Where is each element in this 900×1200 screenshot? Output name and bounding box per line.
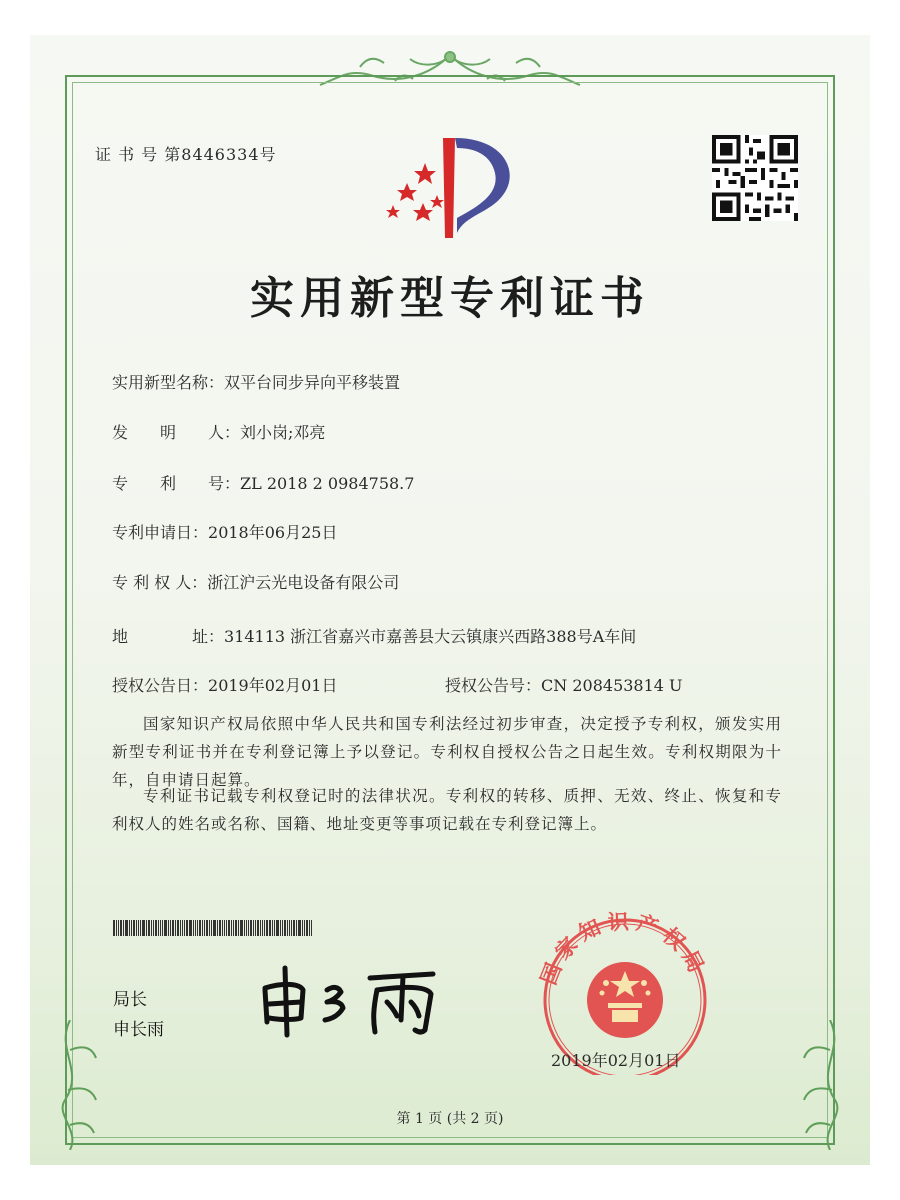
barcode-bar (186, 920, 188, 936)
patent-office-logo-icon (385, 133, 525, 243)
barcode-bar (219, 920, 221, 936)
barcode-bar (120, 920, 122, 936)
barcode (113, 920, 353, 936)
barcode-bar (155, 920, 157, 936)
barcode-bar (153, 920, 154, 936)
utility-model-name-label: 实用新型名称： (112, 373, 225, 392)
barcode-bar (213, 920, 216, 936)
barcode-bar (253, 920, 254, 936)
barcode-bar (170, 920, 171, 936)
barcode-bar (222, 920, 223, 936)
body-paragraph-1: 国家知识产权局依照中华人民共和国专利法经过初步审查，决定授予专利权，颁发实用新型专利证书并在专利登记簿上予以登记。专利权自授权公告之日起生效。专利权期限为十年，自申请日起算。 (112, 715, 782, 789)
barcode-bar (226, 920, 227, 936)
barcode-bar (118, 920, 119, 936)
barcode-bar (162, 920, 163, 936)
barcode-bar (266, 920, 268, 936)
barcode-bar (184, 920, 185, 936)
qr-code-icon (712, 135, 798, 221)
barcode-bar (233, 920, 234, 936)
barcode-bar (151, 920, 152, 936)
barcode-bar (193, 920, 194, 936)
certificate-title: 实用新型专利证书 (250, 273, 650, 324)
application-date-label: 专利申请日： (112, 523, 209, 542)
barcode-bar (293, 920, 295, 936)
address-value: 314113 浙江省嘉兴市嘉善县大云镇康兴西路388号A车间 (224, 627, 637, 646)
barcode-bar (264, 920, 265, 936)
barcode-bar (202, 920, 203, 936)
barcode-bar (248, 920, 249, 936)
right-corner-ornament (790, 1020, 850, 1150)
barcode-bar (280, 920, 281, 936)
grant-number-row (445, 673, 683, 696)
barcode-bar (311, 920, 312, 936)
barcode-bar (272, 920, 273, 936)
utility-model-name-value: 双平台同步异向平移装置 (224, 373, 401, 392)
grant-date-label: 授权公告日： (112, 676, 209, 695)
barcode-bar (175, 920, 176, 936)
barcode-bar (224, 920, 225, 936)
seal-date: 2019年02月01日 (551, 1051, 681, 1070)
patent-number-row (112, 471, 414, 494)
barcode-bar (269, 920, 271, 936)
barcode-bar (158, 920, 159, 936)
barcode-bar (260, 920, 261, 936)
barcode-bar (289, 920, 290, 936)
barcode-bar (177, 920, 179, 936)
barcode-bar (209, 920, 210, 936)
barcode-bar (235, 920, 237, 936)
barcode-bar (238, 920, 239, 936)
body-paragraph-2: 专利证书记载专利权登记时的法律状况。专利权的转移、质押、无效、终止、恢复和专利权人的姓名或名称、国籍、地址变更等事项记载在专利登记簿上。 (112, 787, 782, 833)
barcode-bar (204, 920, 205, 936)
barcode-bar (257, 920, 259, 936)
barcode-bar (274, 920, 275, 936)
barcode-bar (276, 920, 279, 936)
barcode-bar (211, 920, 212, 936)
barcode-bar (296, 920, 297, 936)
patent-number-value: ZL 2018 2 0984758.7 (240, 474, 415, 493)
barcode-bar (287, 920, 288, 936)
barcode-bar (197, 920, 198, 936)
page-indicator: 第 1 页 (共 2 页) (396, 1111, 504, 1127)
barcode-bar (262, 920, 263, 936)
certificate-number: 证 书 号 第8446334号 (95, 145, 277, 164)
seal-text: 国家知识产权局 (536, 909, 712, 989)
barcode-bar (125, 920, 128, 936)
barcode-bar (302, 920, 303, 936)
utility-model-name-row (112, 370, 400, 393)
barcode-bar (282, 920, 283, 936)
application-date-value: 2018年06月25日 (208, 523, 338, 542)
barcode-bar (195, 920, 196, 936)
patentee-row (112, 570, 399, 593)
grant-number-label: 授权公告号： (445, 676, 542, 695)
barcode-bar (164, 920, 167, 936)
barcode-bar (123, 920, 124, 936)
barcode-bar (255, 920, 256, 936)
grant-date-row (112, 673, 337, 696)
barcode-bar (250, 920, 252, 936)
application-date-row (112, 520, 337, 543)
left-corner-ornament (50, 1020, 110, 1150)
barcode-bar (172, 920, 174, 936)
barcode-bar (180, 920, 181, 936)
director-name: 申长雨 (113, 1020, 164, 1040)
inventor-label: 发 明 人： (112, 423, 241, 442)
barcode-bar (146, 920, 147, 936)
barcode-bar (136, 920, 137, 936)
barcode-bar (291, 920, 292, 936)
barcode-bar (140, 920, 141, 936)
barcode-bar (129, 920, 130, 936)
barcode-bar (304, 920, 305, 936)
director-title: 局长 (113, 990, 147, 1010)
inventor-value: 刘小岗;邓亮 (240, 423, 326, 442)
barcode-bar (131, 920, 132, 936)
barcode-bar (160, 920, 161, 936)
barcode-bar (306, 920, 308, 936)
grant-number-value: CN 208453814 U (541, 676, 683, 695)
barcode-bar (133, 920, 135, 936)
barcode-bar (113, 920, 115, 936)
barcode-bar (168, 920, 169, 936)
barcode-bar (199, 920, 201, 936)
barcode-bar (298, 920, 301, 936)
grant-date-value: 2019年02月01日 (208, 676, 338, 695)
barcode-bar (309, 920, 310, 936)
address-row (112, 624, 636, 647)
barcode-bar (116, 920, 117, 936)
address-label: 地 址： (112, 627, 225, 646)
barcode-bar (138, 920, 139, 936)
barcode-bar (206, 920, 208, 936)
barcode-bar (148, 920, 150, 936)
barcode-bar (231, 920, 232, 936)
barcode-bar (284, 920, 286, 936)
patentee-value: 浙江沪云光电设备有限公司 (207, 573, 400, 592)
barcode-bar (240, 920, 243, 936)
barcode-bar (189, 920, 192, 936)
patentee-label: 专 利 权 人： (112, 573, 208, 592)
barcode-bar (246, 920, 247, 936)
barcode-bar (142, 920, 145, 936)
handwritten-signature (255, 960, 455, 1040)
barcode-bar (228, 920, 230, 936)
barcode-bar (244, 920, 245, 936)
patent-number-label: 专 利 号： (112, 474, 241, 493)
barcode-bar (182, 920, 183, 936)
barcode-bar (217, 920, 218, 936)
inventor-row (112, 420, 325, 443)
